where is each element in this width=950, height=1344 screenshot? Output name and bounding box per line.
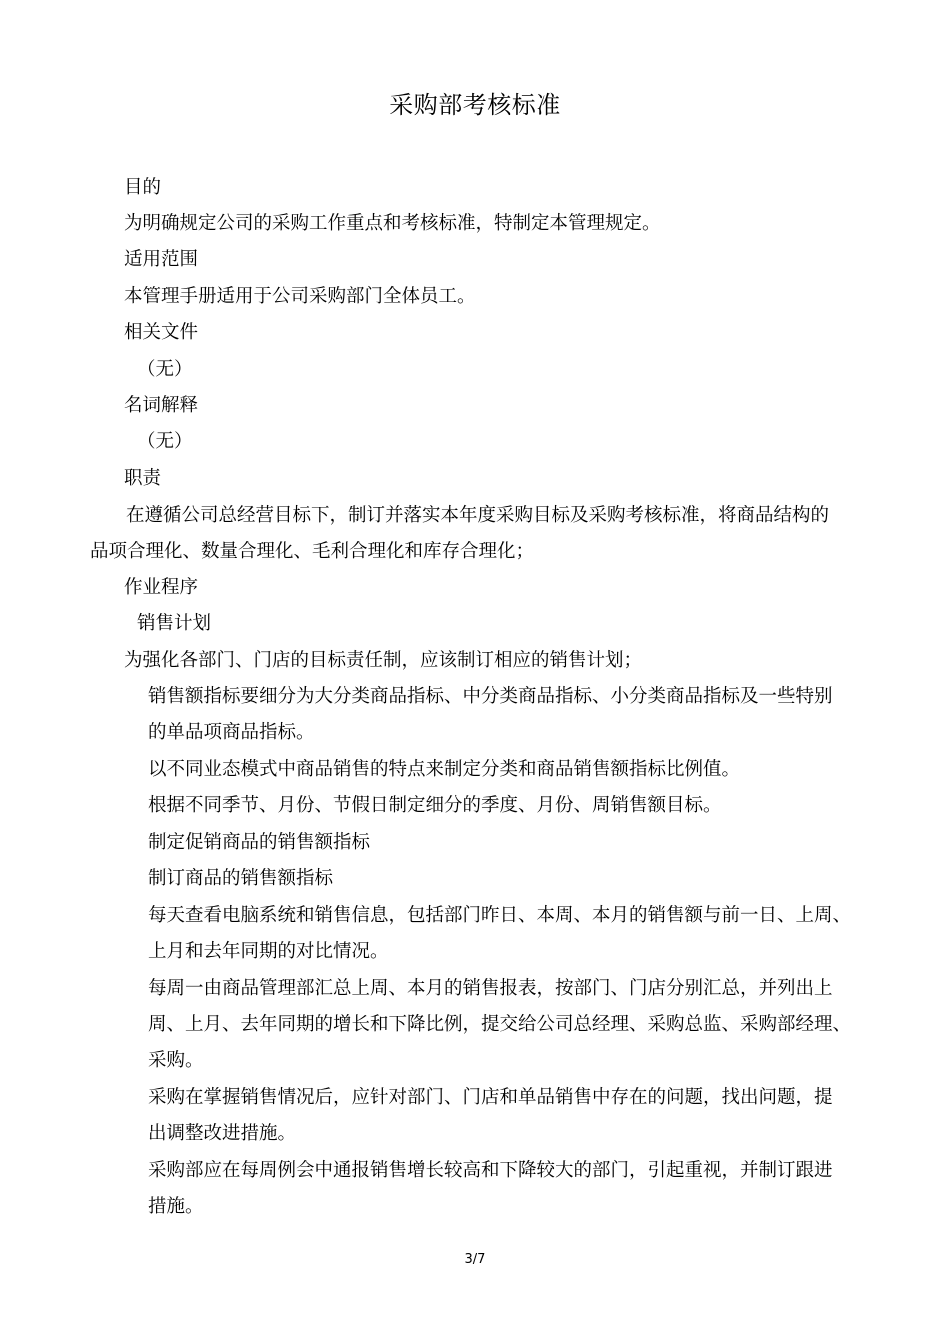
list-item-3: 根据不同季节、月份、节假日制定细分的季度、月份、周销售额目标。 bbox=[148, 795, 722, 816]
list-item-1-line1: 销售额指标要细分为大分类商品指标、中分类商品指标、小分类商品指标及一些特别 bbox=[148, 686, 833, 707]
list-item-7-line2: 周、上月、去年同期的增长和下降比例，提交给公司总经理、采购总监、采购部经理、 bbox=[148, 1014, 852, 1035]
sales-plan-heading: 销售计划 bbox=[137, 613, 212, 634]
list-item-2: 以不同业态模式中商品销售的特点来制定分类和商品销售额指标比例值。 bbox=[148, 759, 741, 780]
duties-text-line1: 在遵循公司总经营目标下，制订并落实本年度采购目标及采购考核标准，将商品结构的 bbox=[126, 505, 830, 526]
list-item-6-line2: 上月和去年同期的对比情况。 bbox=[148, 941, 389, 962]
list-item-9-line1: 采购部应在每周例会中通报销售增长较高和下降较大的部门，引起重视，并制订跟进 bbox=[148, 1160, 833, 1181]
related-docs-heading: 相关文件 bbox=[124, 322, 199, 343]
document-title: 采购部考核标准 bbox=[389, 91, 561, 119]
related-docs-text: （无） bbox=[137, 359, 193, 380]
list-item-6-line1: 每天查看电脑系统和销售信息，包括部门昨日、本周、本月的销售额与前一日、上周、 bbox=[148, 905, 852, 926]
purpose-text: 为明确规定公司的采购工作重点和考核标准，特制定本管理规定。 bbox=[124, 213, 661, 234]
list-item-7-line3: 采购。 bbox=[148, 1050, 204, 1071]
list-item-5: 制订商品的销售额指标 bbox=[148, 868, 334, 889]
terms-text: （无） bbox=[137, 431, 193, 452]
terms-heading: 名词解释 bbox=[124, 395, 199, 416]
scope-text: 本管理手册适用于公司采购部门全体员工。 bbox=[124, 286, 476, 307]
procedure-heading: 作业程序 bbox=[124, 577, 199, 598]
sales-plan-intro: 为强化各部门、门店的目标责任制，应该制订相应的销售计划； bbox=[124, 650, 643, 671]
list-item-8-line2: 出调整改进措施。 bbox=[148, 1123, 297, 1144]
purpose-heading: 目的 bbox=[124, 177, 162, 198]
duties-heading: 职责 bbox=[124, 468, 162, 489]
list-item-7-line1: 每周一由商品管理部汇总上周、本月的销售报表，按部门、门店分别汇总，并列出上 bbox=[148, 978, 833, 999]
list-item-1-line2: 的单品项商品指标。 bbox=[148, 722, 315, 743]
list-item-4: 制定促销商品的销售额指标 bbox=[148, 832, 371, 853]
list-item-8-line1: 采购在掌握销售情况后，应针对部门、门店和单品销售中存在的问题，找出问题，提 bbox=[148, 1087, 833, 1108]
duties-text-line2: 品项合理化、数量合理化、毛利合理化和库存合理化； bbox=[90, 541, 535, 562]
list-item-9-line2: 措施。 bbox=[148, 1196, 204, 1217]
scope-heading: 适用范围 bbox=[124, 249, 199, 270]
page-number: 3/7 bbox=[464, 1252, 486, 1267]
